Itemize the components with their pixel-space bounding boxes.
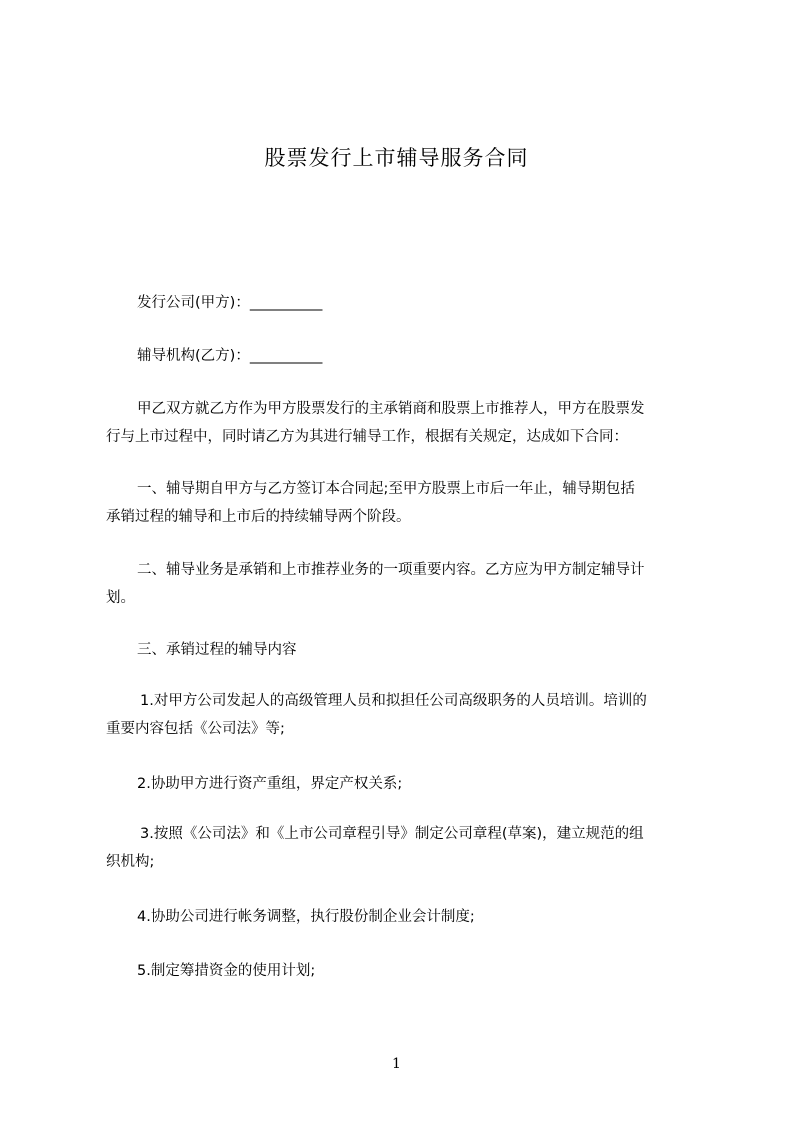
party-b-line: 辅导机构(乙方)：__________ (137, 348, 323, 364)
clause-1-line-2: 承销过程的辅导和上市后的持续辅导两个阶段。 (106, 509, 411, 525)
item-3-line-2: 织机构; (106, 854, 155, 870)
clause-2-line-1: 二、辅导业务是承销和上市推荐业务的一项重要内容。乙方应为甲方制定辅导计 (137, 562, 645, 578)
clause-1-line-1: 一、辅导期自甲方与乙方签订本合同起;至甲方股票上市后一年止，辅导期包括 (137, 481, 635, 497)
item-3-paragraph (106, 820, 702, 876)
clause-3-heading: 三、承销过程的辅导内容 (137, 642, 297, 658)
party-a-line: 发行公司(甲方)：__________ (137, 295, 323, 311)
clause-1-paragraph (106, 475, 702, 531)
item-1-paragraph (106, 687, 702, 743)
item-5-line: 5.制定筹措资金的使用计划; (137, 963, 316, 979)
item-1-line-2: 重要内容包括《公司法》等; (106, 721, 285, 737)
document-title: 股票发行上市辅导服务合同 (264, 146, 529, 170)
preamble-line-2: 行与上市过程中，同时请乙方为其进行辅导工作，根据有关规定，达成如下合同： (106, 429, 628, 445)
item-2-line: 2.协助甲方进行资产重组，界定产权关系; (137, 776, 403, 792)
clause-2-line-2: 划。 (106, 590, 135, 606)
item-3-line-1: 3.按照《公司法》和《上市公司章程引导》制定公司章程(草案)，建立规范的组 (140, 826, 644, 842)
preamble-paragraph (106, 395, 702, 451)
preamble-line-1: 甲乙双方就乙方作为甲方股票发行的主承销商和股票上市推荐人，甲方在股票发 (137, 401, 645, 417)
clause-2-paragraph (106, 556, 702, 612)
page-number: 1 (392, 1056, 401, 1072)
item-4-line: 4.协助公司进行帐务调整，执行股份制企业会计制度; (137, 909, 475, 925)
item-1-line-1: 1.对甲方公司发起人的高级管理人员和拟担任公司高级职务的人员培训。培训的 (140, 693, 647, 709)
